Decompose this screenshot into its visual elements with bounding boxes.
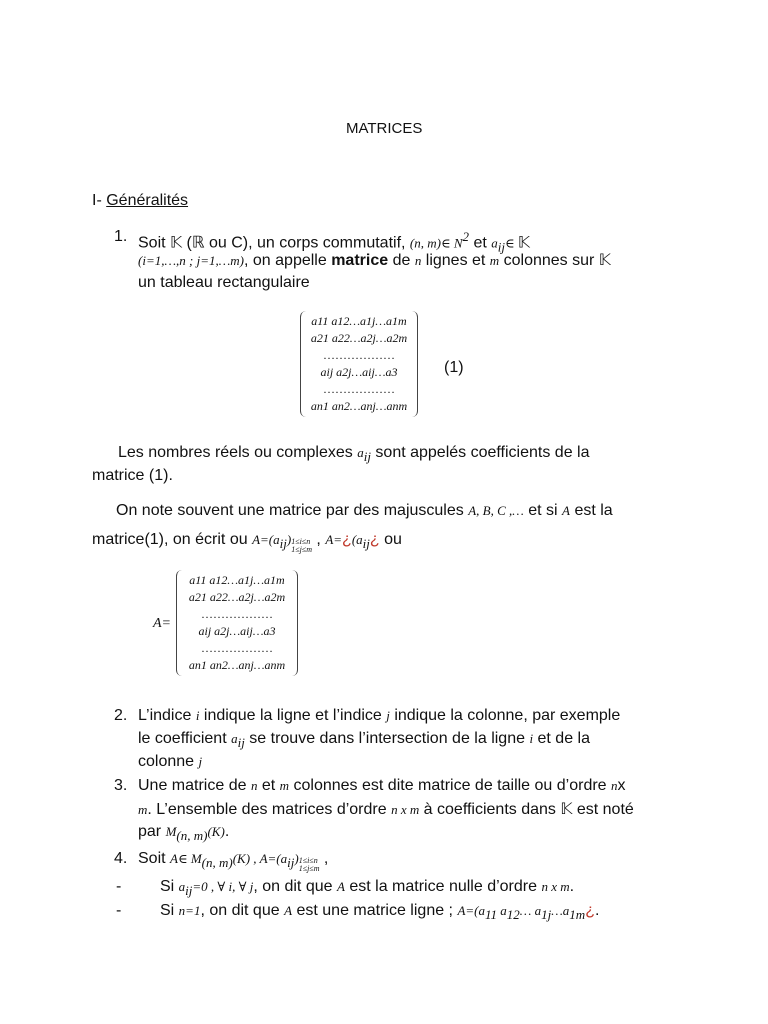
section-prefix: I- <box>92 192 107 209</box>
page-title: MATRICES <box>346 120 423 137</box>
section-heading <box>92 190 188 212</box>
matrix-1-row: a11 a12…a1j…a1m <box>311 314 407 328</box>
matrix-1-row: aij a2j…aij…a3 <box>320 365 398 379</box>
item-2-line-2: le coefficient $a_{ij}$ se trouve dans l’intersection de la ligne i et de la <box>138 730 590 751</box>
item-3-number: 3. <box>114 777 128 794</box>
matrix-1-row: a21 a22…a2j…a2m <box>310 331 408 345</box>
matrix-1-row: ……………… <box>323 348 395 362</box>
item-3-line-2: m. L’ensemble des matrices d’ordre n x m à coefficients dans 𝕂 est noté <box>138 799 634 818</box>
item-4-line-1: Soit A∈ $M_{(n, m)}(K)$ , $A=(a_{ij})1\le i\le n$ 1≤j≤m , <box>138 850 329 873</box>
matrix-1-row: ……………… <box>323 382 395 396</box>
equation-label: (1) <box>444 359 464 376</box>
item-3-line-3: par $M_{(n, m)}(K)$. <box>138 823 230 844</box>
section-title: Généralités <box>106 192 189 209</box>
matrix-1 <box>300 311 418 417</box>
item-4-number: 4. <box>114 850 128 867</box>
matrix-2-row: ……………… <box>201 607 273 621</box>
item-2-line-1: L’indice i indique la ligne et l’indice j indique la colonne, par exemple <box>138 707 621 724</box>
paragraph-2-line-1: On note souvent une matrice par des majuscules A, B, C ,… et si A est la <box>116 502 613 519</box>
item-2-number: 2. <box>114 707 128 724</box>
matrix-2-row: ……………… <box>201 641 273 655</box>
paragraph-1-line-2: matrice (1). <box>92 467 173 484</box>
bullet-dash: - <box>116 878 122 895</box>
term-matrice: matrice <box>331 252 389 269</box>
matrix-1-row: an1 an2…anj…anm <box>310 399 408 413</box>
item-1-number: 1. <box>114 228 128 245</box>
bullet-1-text: Si $a_{ij}=0$ , ∀ i, ∀ j, on dit que A est la matrice nulle d’ordre n x m. <box>160 878 575 899</box>
index-range: 1≤i≤n 1≤j≤m <box>291 537 312 554</box>
matrix-2-row: aij a2j…aij…a3 <box>198 624 276 638</box>
item-1-line-2: (i=1,…,n ; j=1,…m), on appelle matrice de n lignes et m colonnes sur 𝕂 <box>138 250 611 269</box>
matrix-2 <box>176 570 298 676</box>
matrix-2-row: an1 an2…anj…anm <box>188 658 286 672</box>
item-1-line-3: un tableau rectangulaire <box>138 274 310 291</box>
item-1-line-1: Soit 𝕂 (ℝ ou C), un corps commutatif, (n, m)∈ $N^2$ et $a_{ij}\in$ 𝕂 <box>138 229 530 255</box>
matrix-2-row: a21 a22…a2j…a2m <box>188 590 286 604</box>
matrix-2-prefix: A= <box>153 616 171 631</box>
bullet-dash: - <box>116 902 122 919</box>
item-2-line-3: colonne j <box>138 753 203 770</box>
paragraph-1-line-1: Les nombres réels ou complexes $a_{ij}$ sont appelés coefficients de la <box>118 444 590 465</box>
item-3-line-1: Une matrice de n et m colonnes est dite matrice de taille ou d’ordre nx <box>138 777 626 794</box>
matrix-2-row: a11 a12…a1j…a1m <box>189 573 285 587</box>
bullet-2-text: Si n=1, on dit que A est une matrice ligne ; $A=(a_{11}$ $a_{12}\dots$ $a_{1j}\dots a_{1m}¿$. <box>160 902 600 923</box>
paragraph-2-line-2: matrice(1), on écrit ou $A=(a_{ij})1\le i\le n$ 1≤j≤m , $A=¿(a_{ij}¿$ ou <box>92 531 402 554</box>
index-range: 1≤i≤n 1≤j≤m <box>298 856 320 873</box>
